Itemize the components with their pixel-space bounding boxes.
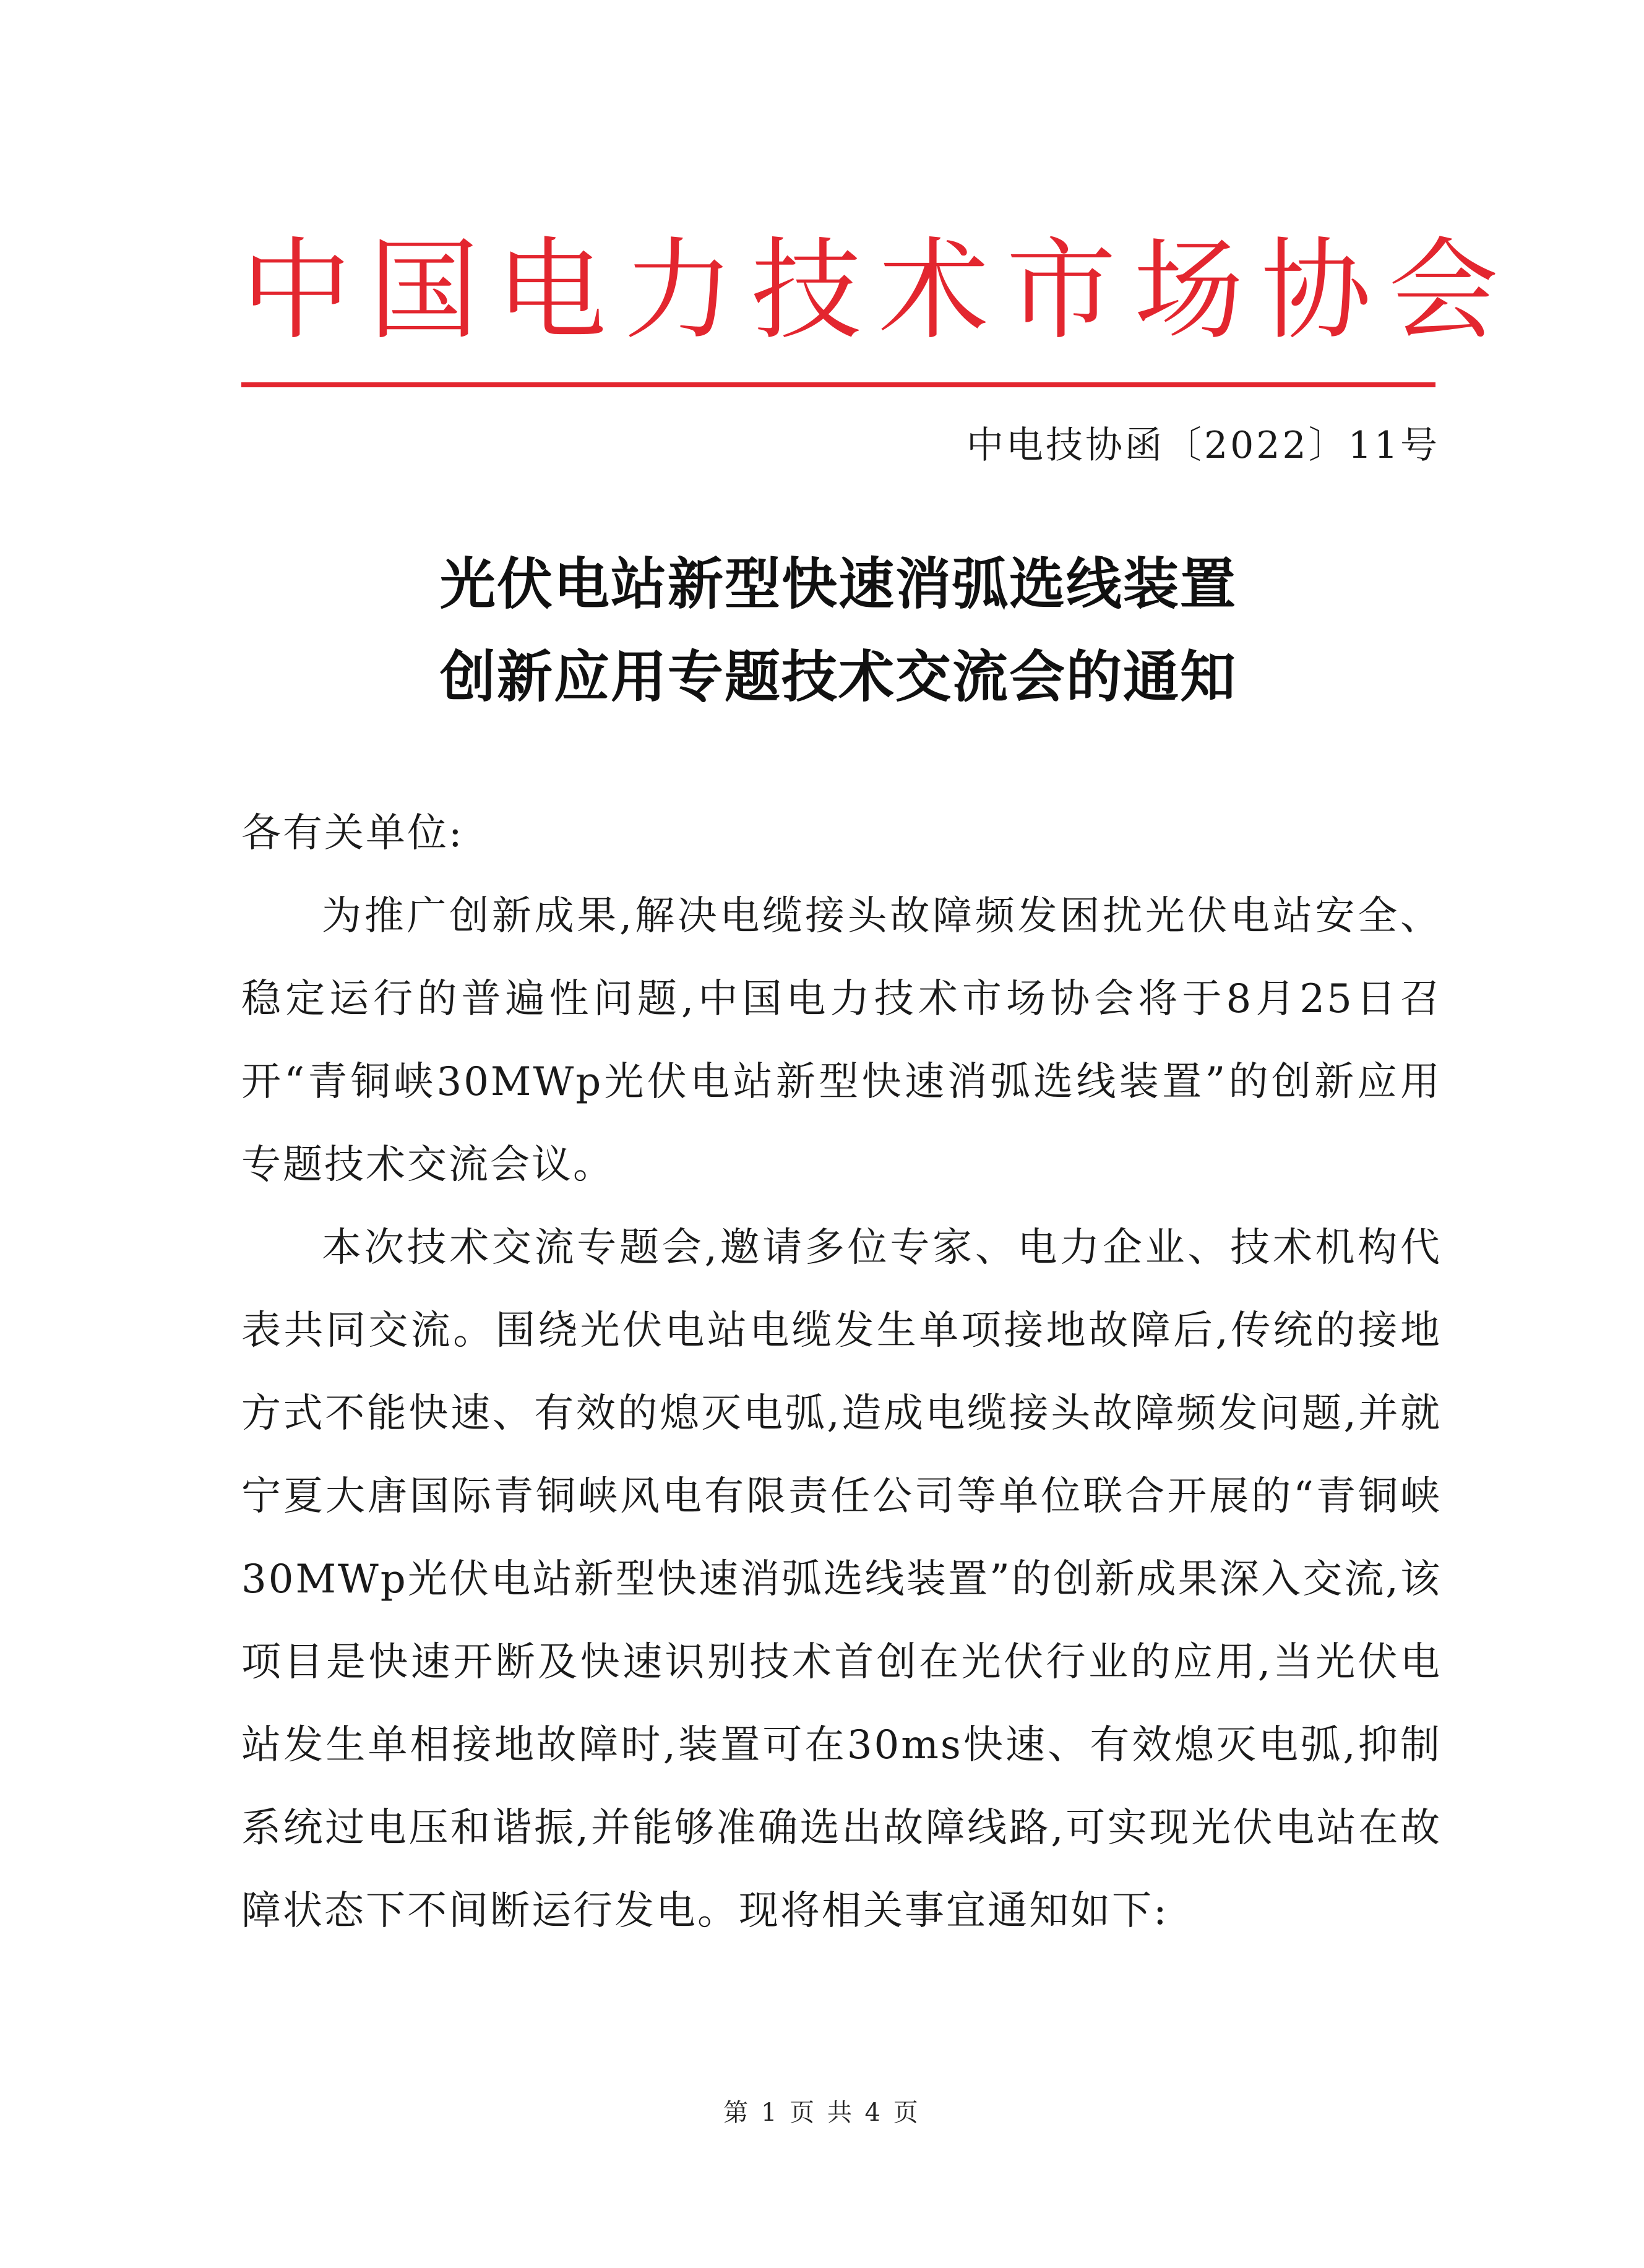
salutation: 各有关单位:: [241, 810, 464, 856]
page-number: 第 1 页 共 4 页: [723, 2098, 921, 2127]
organization-header: 中国电力技术市场协会: [241, 226, 1516, 354]
title-line-2: 创新应用专题技术交流会的通知: [440, 645, 1237, 710]
paragraph-intro: 为推广创新成果,解决电缆接头故障频发困扰光伏电站安全、稳定运行的普遍性问题,中国电力技术市场协会将于8月25日召开“青铜峡30MWp光伏电站新型快速消弧选线装置”的创新应用专题技术交流会议。: [241, 893, 1442, 1188]
document-number: 中电技协函〔2022〕11号: [966, 424, 1440, 467]
header-divider: [241, 382, 1435, 387]
title-line-1: 光伏电站新型快速消弧选线装置: [440, 552, 1237, 617]
paragraph-details: 本次技术交流专题会,邀请多位专家、电力企业、技术机构代表共同交流。围绕光伏电站电缆发生单项接地故障后,传统的接地方式不能快速、有效的熄灭电弧,造成电缆接头故障频发问题,并就宁夏大唐国际青铜峡风电有限责任公司等单位联合开展的“青铜峡30MWp光伏电站新型快速消弧选线装置”的创新成果深入交流,该项目是快速开断及快速识别技术首创在光伏行业的应用,当光伏电站发生单相接地故障时,装置可在30ms快速、有效熄灭电弧,抑制系统过电压和谐振,并能够准确选出故障线路,可实现光伏电站在故障状态下不间断运行发电。现将相关事宜通知如下:: [241, 1225, 1442, 1934]
document-title: [241, 538, 1435, 724]
document-body: [241, 792, 1442, 1952]
